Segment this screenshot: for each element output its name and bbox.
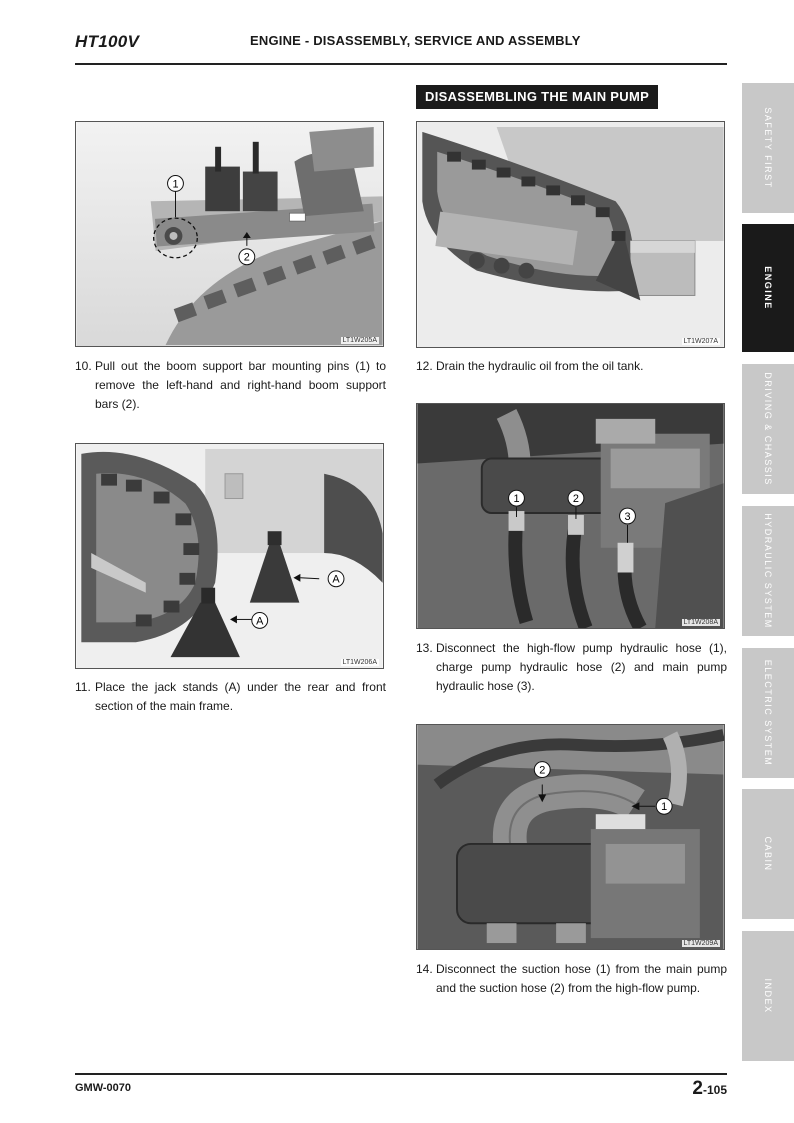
step-number: 10.	[75, 359, 92, 373]
figure-oil-tank	[416, 121, 725, 348]
footer-doc-code: GMW-0070	[75, 1082, 132, 1094]
page-number	[692, 1078, 727, 1100]
tab-engine[interactable]	[742, 224, 794, 352]
footer-divider	[75, 1073, 727, 1075]
svg-text:A: A	[332, 573, 340, 586]
figure-code: LT1W205A	[342, 337, 377, 344]
header-title: ENGINE - DISASSEMBLY, SERVICE AND ASSEMBLY	[250, 33, 581, 48]
callout-1	[168, 176, 184, 192]
tab-label: HYDRAULIC SYSTEM	[763, 513, 773, 629]
tab-driving-chassis[interactable]	[742, 364, 794, 494]
figure-code: LT1W206A	[342, 659, 377, 666]
tab-safety-first[interactable]	[742, 83, 794, 213]
boom-support-photo	[76, 122, 383, 346]
tab-label: ELECTRIC SYSTEM	[763, 659, 773, 767]
header-model: HT100V	[75, 32, 140, 51]
callout-2	[534, 762, 550, 778]
step-12	[416, 357, 727, 376]
callout-A	[252, 612, 268, 628]
tab-hydraulic-system[interactable]	[742, 506, 794, 636]
step-text: Pull out the boom support bar mounting pins (1) to remove the left-hand and right-hand boom support bars (2).	[95, 359, 386, 411]
step-number: 11.	[75, 680, 91, 694]
step-14	[416, 960, 727, 998]
callout-2	[239, 249, 255, 265]
figure-pump-hoses	[416, 403, 725, 629]
svg-text:2: 2	[243, 251, 250, 264]
tab-electric-system[interactable]	[742, 648, 794, 778]
svg-text:2: 2	[572, 493, 579, 506]
svg-text:3: 3	[624, 510, 631, 523]
figure-suction-hoses	[416, 724, 725, 950]
step-13	[416, 639, 727, 696]
step-number: 13.	[416, 641, 433, 655]
header-divider	[75, 63, 727, 65]
svg-text:A: A	[256, 615, 264, 628]
tab-label: CABIN	[763, 836, 773, 872]
jack-stands-photo	[76, 444, 383, 668]
step-text: Disconnect the high-flow pump hydraulic hose (1), charge pump hydraulic hose (2) and main pump hydraulic hose (3).	[436, 641, 727, 693]
figure-jack-stands	[75, 443, 384, 669]
tab-label: INDEX	[763, 978, 773, 1014]
callout-1	[656, 798, 672, 814]
pump-hoses-photo	[417, 404, 724, 628]
figure-code: LT1W208A	[683, 619, 718, 626]
step-text: Place the jack stands (A) under the rear and front section of the main frame.	[95, 680, 386, 713]
step-11	[75, 678, 386, 716]
tab-label: DRIVING & CHASSIS	[763, 372, 773, 486]
step-text: Drain the hydraulic oil from the oil tank.	[436, 359, 644, 373]
figure-boom-support-bar	[75, 121, 384, 347]
svg-text:1: 1	[172, 178, 179, 191]
figure-code: LT1W207A	[683, 338, 718, 345]
oil-tank-photo	[417, 122, 724, 347]
suction-hoses-photo	[417, 725, 724, 949]
tab-cabin[interactable]	[742, 789, 794, 919]
tab-label: ENGINE	[763, 266, 773, 310]
figure-code: LT1W209A	[683, 940, 718, 947]
callout-2	[568, 490, 584, 506]
tab-label: SAFETY FIRST	[763, 107, 773, 189]
page-number-major: 2	[692, 1078, 703, 1099]
step-number: 12.	[416, 359, 433, 373]
callout-A	[328, 571, 344, 587]
tab-index[interactable]	[742, 931, 794, 1061]
page-number-minor: -105	[702, 1083, 727, 1097]
callout-3	[620, 508, 636, 524]
callout-1	[509, 490, 525, 506]
section-title: DISASSEMBLING THE MAIN PUMP	[416, 85, 658, 109]
step-number: 14.	[416, 962, 433, 976]
svg-text:1: 1	[513, 493, 520, 506]
svg-text:1: 1	[661, 801, 668, 814]
svg-text:2: 2	[539, 764, 546, 777]
step-10	[75, 357, 386, 414]
step-text: Disconnect the suction hose (1) from the main pump and the suction hose (2) from the high-flow pump.	[436, 962, 727, 995]
